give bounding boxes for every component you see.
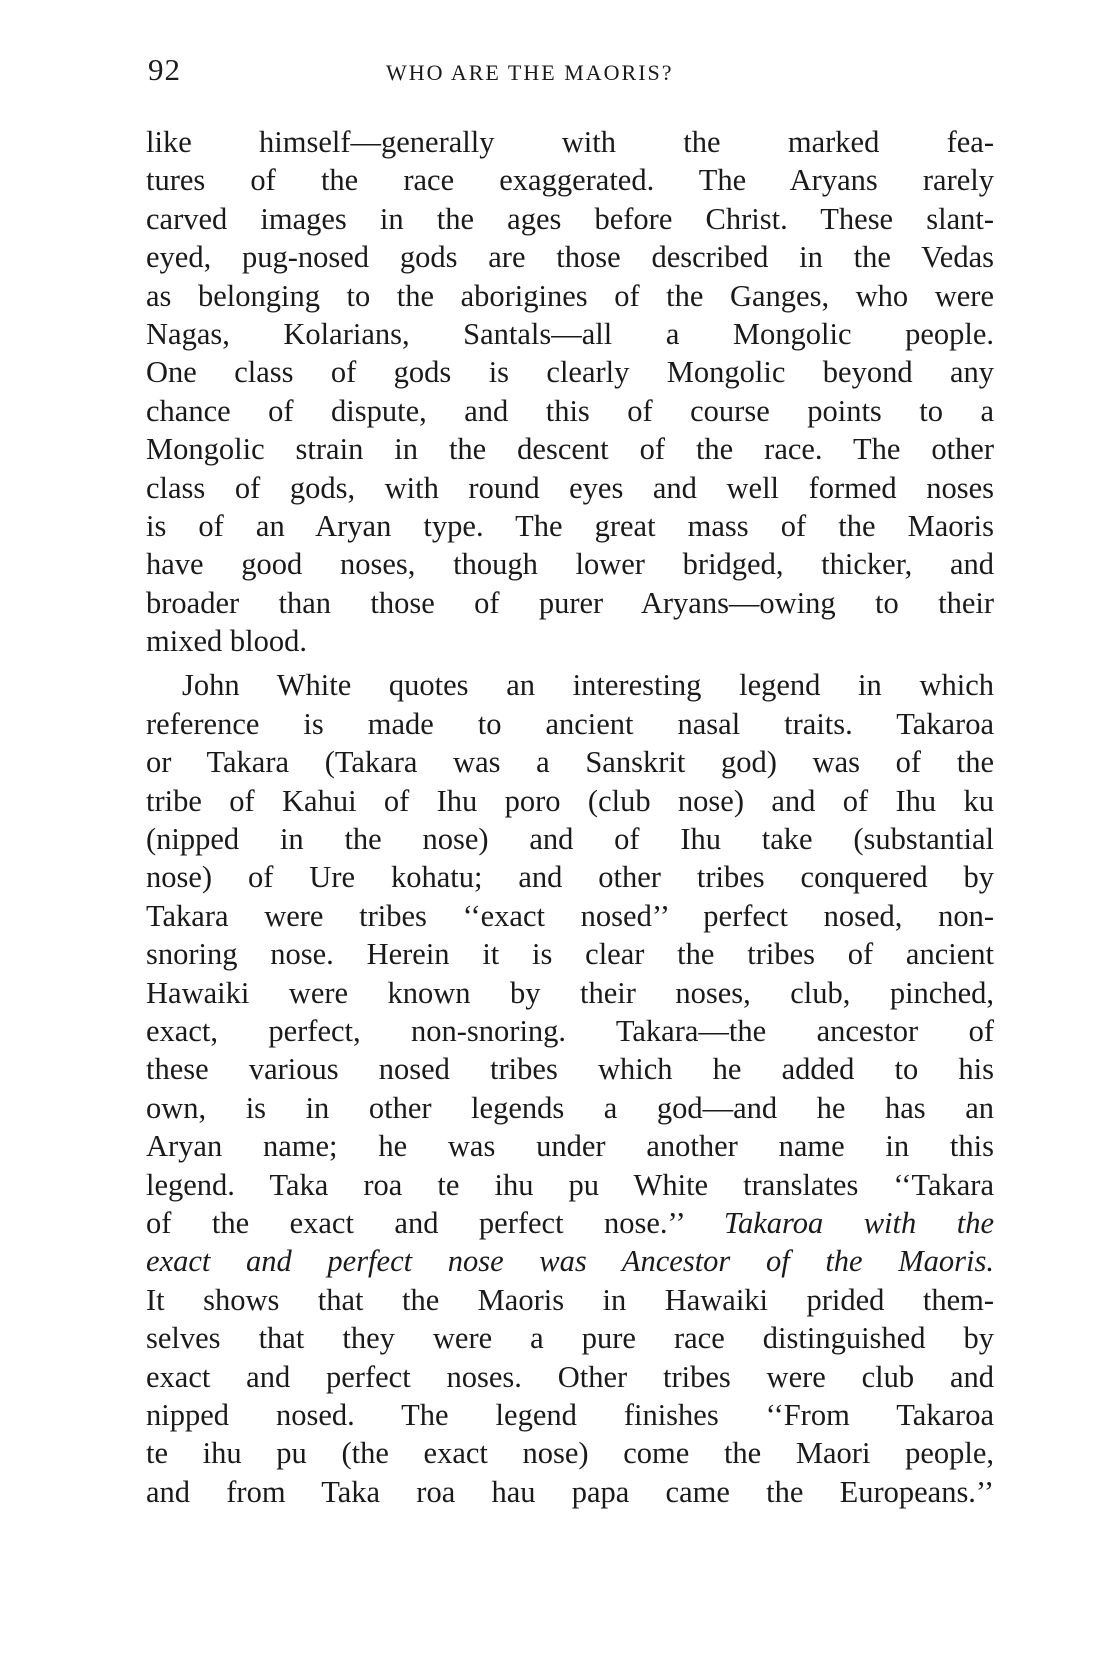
text-line: One class of gods is clearly Mongolic beyond any bbox=[146, 355, 994, 390]
running-title: WHO ARE THE MAORIS? bbox=[386, 60, 674, 85]
text-line: (nipped in the nose) and of Ihu take (substantial bbox=[146, 822, 994, 857]
text-line: John White quotes an interesting legend in which bbox=[182, 668, 994, 703]
text-line: tribe of Kahui of Ihu poro (club nose) and of Ihu ku bbox=[146, 783, 994, 818]
text-line: class of gods, with round eyes and well formed noses bbox=[146, 470, 994, 505]
text-line: It shows that the Maoris in Hawaiki prided them- bbox=[146, 1282, 994, 1317]
text-line: mixed blood. bbox=[146, 624, 307, 659]
text-line: te ihu pu (the exact nose) come the Maori people, bbox=[146, 1436, 994, 1471]
text-line: exact and perfect noses. Other tribes were club and bbox=[146, 1359, 994, 1394]
text-line: nose) of Ure kohatu; and other tribes conquered by bbox=[146, 860, 994, 895]
text-line: eyed, pug-nosed gods are those described in the Vedas bbox=[146, 240, 994, 275]
page-number: 92 bbox=[148, 52, 181, 87]
text-line: these various nosed tribes which he added to his bbox=[146, 1052, 994, 1087]
paragraph-1 bbox=[146, 123, 994, 660]
text-italic: Takaroa with the bbox=[723, 1205, 994, 1240]
text-line: tures of the race exaggerated. The Aryans rarely bbox=[146, 163, 994, 198]
text-line: exact, perfect, non-snoring. Takara—the ancestor of bbox=[146, 1013, 994, 1048]
text-roman: of the exact and perfect nose.’’ bbox=[146, 1205, 724, 1240]
body-text bbox=[146, 123, 994, 1511]
text-line-mixed bbox=[146, 1204, 994, 1242]
text-line: Mongolic strain in the descent of the race. The other bbox=[146, 432, 994, 467]
text-line: broader than those of purer Aryans—owing to their bbox=[146, 585, 994, 620]
text-line: and from Taka roa hau papa came the Europeans.’’ bbox=[146, 1474, 994, 1509]
text-line: Takara were tribes ‘‘exact nosed’’ perfect nosed, non- bbox=[146, 898, 994, 933]
text-line: carved images in the ages before Christ. These slant- bbox=[146, 201, 994, 236]
text-line: selves that they were a pure race distinguished by bbox=[146, 1321, 994, 1356]
paragraph-2 bbox=[146, 666, 994, 1511]
text-line: legend. Taka roa te ihu pu White translates ‘‘Takara bbox=[146, 1167, 994, 1202]
text-line-italic: exact and perfect nose was Ancestor of the Maoris. bbox=[146, 1244, 994, 1279]
text-line: snoring nose. Herein it is clear the tribes of ancient bbox=[146, 937, 994, 972]
text-line: have good noses, though lower bridged, thicker, and bbox=[146, 547, 994, 582]
text-line: Hawaiki were known by their noses, club, pinched, bbox=[146, 975, 994, 1010]
text-line: like himself—generally with the marked fea- bbox=[146, 125, 994, 159]
text-line: Aryan name; he was under another name in this bbox=[146, 1129, 994, 1164]
text-line: own, is in other legends a god—and he has an bbox=[146, 1090, 994, 1125]
text-line: Nagas, Kolarians, Santals—all a Mongolic people. bbox=[146, 316, 994, 351]
running-head bbox=[148, 52, 998, 92]
text-line: as belonging to the aborigines of the Ganges, who were bbox=[146, 278, 994, 313]
text-line: reference is made to ancient nasal traits. Takaroa bbox=[146, 706, 994, 741]
text-line: or Takara (Takara was a Sanskrit god) was of the bbox=[146, 745, 994, 780]
text-line: nipped nosed. The legend finishes ‘‘From Takaroa bbox=[146, 1397, 994, 1432]
text-line: is of an Aryan type. The great mass of the Maoris bbox=[146, 508, 994, 543]
text-line: chance of dispute, and this of course points to a bbox=[146, 393, 994, 428]
